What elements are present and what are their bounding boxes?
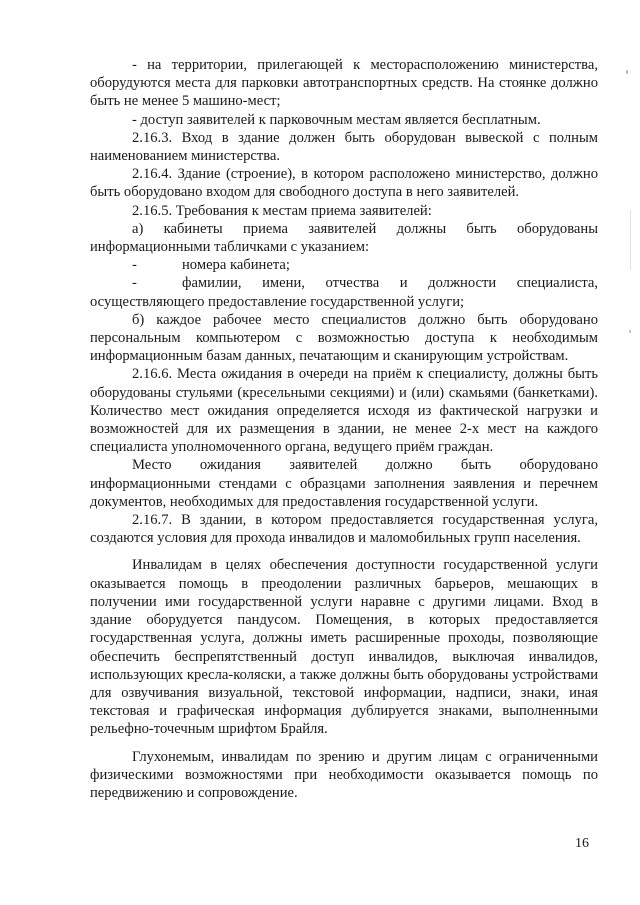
- page-number: 16: [575, 836, 589, 851]
- paragraph: - на территории, прилегающей к месторасположению министерства, оборудуются места для парковки автотранспортных средств. На стоянке должно быть не менее 5 машино-мест;: [90, 57, 598, 110]
- paragraph: - доступ заявителей к парковочным местам является бесплатным.: [132, 111, 541, 128]
- list-item: [90, 274, 598, 310]
- paragraph: 2.16.4. Здание (строение), в котором расположено министерство, должно быть оборудовано входом для свободного доступа в него заявителей.: [90, 166, 598, 201]
- scan-speck: [626, 70, 628, 74]
- paragraph: Инвалидам в целях обеспечения доступности государственной услуги оказывается помощь в преодолении различных барьеров, мешающих в получении ими государственной услуги наравне с другими лицами. Вход в здание оборудуется пандусом. Помещения, в которых предоставляется государственная услуга, должны иметь расширенные проходы, позволяющие обеспечить беспрепятственный доступ инвалидов, выключая инвалидов, использующих кресла-коляски, а также должны быть оборудованы устройствами для озвучивания визуальной, текстовой информации, надписи, знаки, иная текстовая и графическая информация дублируется знаками, выполненными рельефно-точечным шрифтом Брайля.: [90, 557, 598, 738]
- paragraph: Место ожидания заявителей должно быть оборудовано информационными стендами с образцами заполнения заявления и перечнем документов, необходимых для предоставления государственной услуги.: [90, 457, 598, 510]
- paragraph: б) каждое рабочее место специалистов должно быть оборудовано персональным компьютером с возможностью доступа к необходимым информационным базам данных, печатающим и сканирующим устройствам.: [90, 311, 598, 365]
- paragraph: 2.16.7. В здании, в котором предоставляется государственная услуга, создаются условия для прохода инвалидов и маломобильных групп населения.: [90, 512, 598, 547]
- list-dash: -: [132, 257, 137, 274]
- list-item-text: номера кабинета;: [182, 257, 290, 274]
- scan-speck: [630, 210, 631, 270]
- body-text: [90, 56, 598, 802]
- paragraph: а) кабинеты приема заявителей должны быть оборудованы информационными табличками с указанием:: [90, 220, 598, 256]
- scan-speck: [629, 330, 631, 333]
- paragraph: Глухонемым, инвалидам по зрению и другим лицам с ограниченными физическими возможностями при необходимости оказывается помощь по передвижению и сопровождение.: [90, 748, 598, 801]
- paragraph: 2.16.5. Требования к местам приема заявителей:: [132, 202, 432, 219]
- list-item: [90, 256, 598, 274]
- list-dash: -: [132, 275, 137, 292]
- list-item-text: фамилии, имени, отчества и должности специалиста, осуществляющего предоставление государственной услуги;: [90, 275, 598, 310]
- paragraph: 2.16.3. Вход в здание должен быть оборудован вывеской с полным наименованием министерства.: [90, 129, 598, 165]
- paragraph: 2.16.6. Места ожидания в очереди на приём к специалисту, должны быть оборудованы стульями (кресельными секциями) и (или) скамьями (банкетками). Количество мест ожидания определяется исходя из фактической нагрузки и возможностей для их размещения в здании, не менее 2-х мест на каждого специалиста уполномоченного органа, ведущего приём граждан.: [90, 366, 598, 456]
